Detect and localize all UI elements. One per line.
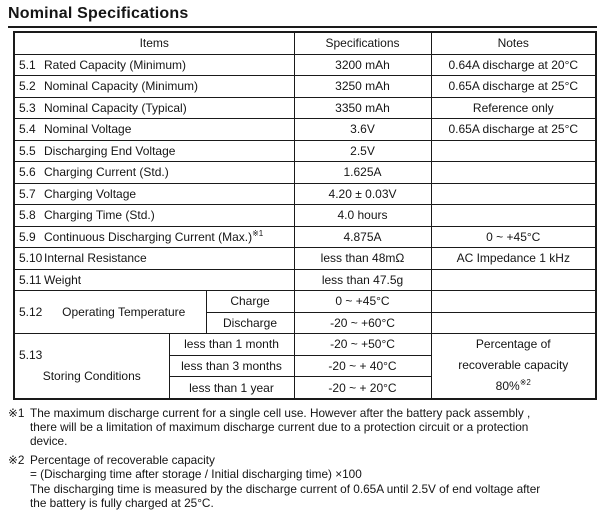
table-row (14, 205, 596, 227)
column-header-notes: Notes (431, 32, 596, 54)
footnote-text: there will be a limitation of maximum discharge current due to a protection circuit or a protection (30, 420, 529, 435)
table-row (14, 97, 596, 119)
spec-value: -20 ~ +60°C (294, 312, 431, 334)
item-label: Weight (44, 272, 82, 287)
item-label: Internal Resistance (44, 251, 147, 266)
item-number: 5.2 (19, 79, 36, 94)
spec-value: 3.6V (294, 119, 431, 141)
note-value (431, 269, 596, 291)
storing-conditions-label-cell (14, 334, 169, 399)
table-row (14, 76, 596, 98)
note-value (431, 312, 596, 334)
note-value: 0.64A discharge at 20°C (431, 54, 596, 76)
footnote-text: the battery is fully charged at 25°C. (30, 496, 214, 510)
footnote-ref-2: ※2 (519, 378, 531, 388)
storing-conditions-note-cell (431, 334, 596, 399)
spec-value: 2.5V (294, 140, 431, 162)
note-value: 0.65A discharge at 25°C (431, 119, 596, 141)
footnote-marker-2: ※2 (8, 452, 25, 467)
spec-value: 4.0 hours (294, 205, 431, 227)
note-value (431, 183, 596, 205)
table-row (14, 119, 596, 141)
item-label: Nominal Capacity (Minimum) (44, 79, 199, 94)
item-number: 5.7 (19, 186, 36, 201)
item-number: 5.9 (19, 229, 36, 244)
footnote-1 (8, 406, 600, 449)
table-row (14, 162, 596, 184)
operating-temperature-label-cell (14, 291, 206, 334)
nominal-specifications-table (13, 31, 597, 400)
table-row (14, 248, 596, 270)
item-number: 5.3 (19, 100, 36, 115)
item-number: 5.11 (19, 272, 42, 287)
condition-label: Charge (206, 291, 294, 313)
note-line: Percentage of (475, 337, 551, 351)
note-value (431, 291, 596, 313)
note-value: 0 ~ +45°C (431, 226, 596, 248)
footnote-text: = (Discharging time after storage / Initial discharging time) ×100 (30, 467, 362, 482)
footnote-text: The maximum discharge current for a single cell use. However after the battery pack assembly , (30, 405, 531, 420)
spec-value: less than 48mΩ (294, 248, 431, 270)
item-number: 5.8 (19, 208, 36, 223)
item-label: Charging Time (Std.) (44, 208, 155, 223)
spec-value: less than 47.5g (294, 269, 431, 291)
table-row-operating-temperature-charge (14, 291, 596, 313)
item-label: Nominal Capacity (Typical) (44, 100, 187, 115)
table-row (14, 54, 596, 76)
spec-value: 4.875A (294, 226, 431, 248)
spec-value: 3200 mAh (294, 54, 431, 76)
item-number: 5.12 (19, 305, 43, 319)
spec-value: -20 ~ + 20°C (294, 377, 431, 399)
condition-label: less than 1 year (169, 377, 294, 399)
spec-value: 3250 mAh (294, 76, 431, 98)
item-number: 5.6 (19, 165, 36, 180)
spec-value: -20 ~ + 40°C (294, 355, 431, 377)
item-number: 5.13 (19, 347, 43, 362)
item-label: Continuous Discharging Current (Max.)$^{※1}$ (44, 228, 264, 244)
footnote-text: device. (30, 434, 68, 449)
note-value (431, 205, 596, 227)
item-label: Rated Capacity (Minimum) (44, 57, 187, 72)
condition-label: less than 1 month (169, 334, 294, 356)
table-header-row (14, 32, 596, 54)
item-number: 5.4 (19, 122, 36, 137)
column-header-specifications: Specifications (294, 32, 431, 54)
note-value: 0.65A discharge at 25°C (431, 76, 596, 98)
footnote-2 (8, 453, 600, 510)
table-row-storing-conditions-1 (14, 334, 596, 356)
note-value (431, 140, 596, 162)
item-label: Charging Current (Std.) (44, 165, 169, 180)
table-row (14, 269, 596, 291)
item-label: Charging Voltage (44, 186, 137, 201)
item-label: Nominal Voltage (44, 122, 132, 137)
footnote-ref-1: ※1 (252, 228, 264, 238)
item-label: Discharging End Voltage (44, 143, 176, 158)
footnote-text: The discharging time is measured by the discharge current of 0.65A until 2.5V of end voltage after (30, 481, 541, 496)
page-title: Nominal Specifications (8, 5, 189, 22)
condition-label: less than 3 months (169, 355, 294, 377)
spec-value: 3350 mAh (294, 97, 431, 119)
note-value: Reference only (431, 97, 596, 119)
column-header-items: Items (14, 32, 294, 54)
note-line: 80%$^{※2}$ (495, 378, 531, 394)
footnote-text: Percentage of recoverable capacity (30, 452, 215, 467)
item-number: 5.10 (19, 251, 43, 266)
condition-label: Discharge (206, 312, 294, 334)
spec-value: 1.625A (294, 162, 431, 184)
note-value (431, 162, 596, 184)
footnote-marker-1: ※1 (8, 405, 25, 420)
item-number: 5.1 (19, 57, 36, 72)
footnotes (8, 406, 600, 510)
item-label: Operating Temperature (62, 305, 186, 319)
table-row (14, 140, 596, 162)
note-value: AC Impedance 1 kHz (431, 248, 596, 270)
spec-value: -20 ~ +50°C (294, 334, 431, 356)
item-number: 5.5 (19, 143, 36, 158)
note-line: recoverable capacity (458, 358, 569, 373)
spec-value: 4.20 ± 0.03V (294, 183, 431, 205)
spec-value: 0 ~ +45°C (294, 291, 431, 313)
item-label: Storing Conditions (42, 368, 141, 383)
table-row (14, 226, 596, 248)
table-row (14, 183, 596, 205)
section-title-rule (8, 5, 597, 28)
